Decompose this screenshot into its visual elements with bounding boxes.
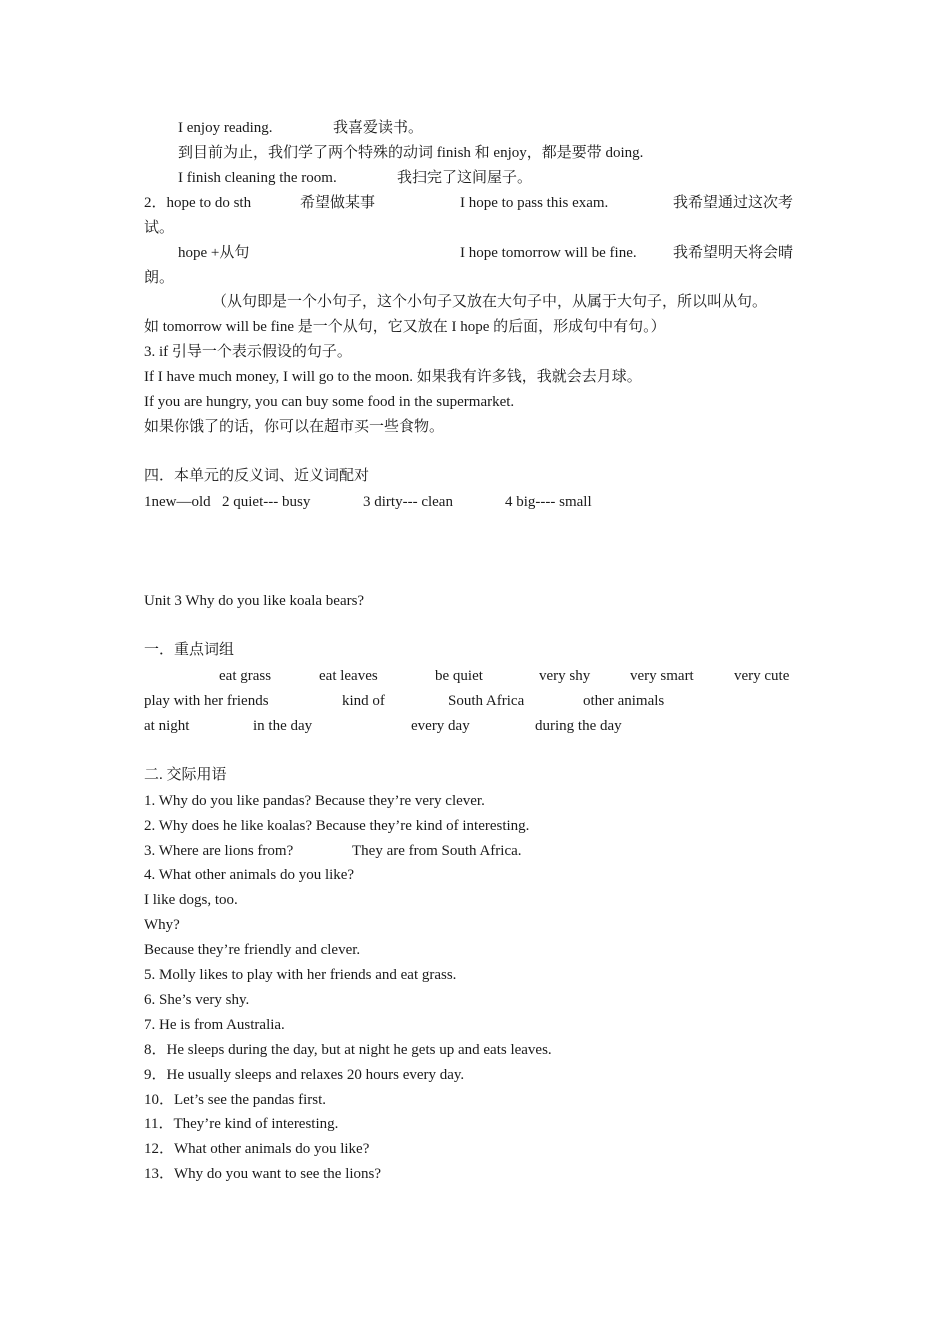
hope-clause-example-en: I hope tomorrow will be fine. [460, 245, 637, 261]
if-example-1: If I have much money, I will go to the moon. 如果我有许多钱，我就会去月球。 [144, 369, 642, 385]
dialogue-line: 7. He is from Australia. [144, 1017, 285, 1033]
phrase-item: at night [144, 718, 190, 734]
hope-to-do-example-zh: 我希望通过这次考 [673, 195, 794, 211]
pair-item: 3 dirty--- clean [363, 494, 453, 510]
clause-note-cont: 如 tomorrow will be fine 是一个从句，它又放在 I hope 的后面，形成句中有句。） [144, 319, 666, 335]
pair-item: 4 big---- small [505, 494, 592, 510]
unit3-title: Unit 3 Why do you like koala bears? [144, 593, 365, 609]
hope-clause-example-zh: 我希望明天将会晴 [673, 245, 794, 261]
phrase-item: kind of [342, 693, 385, 709]
if-example-2-zh: 如果你饿了的话，你可以在超市买一些食物。 [144, 419, 445, 435]
dialogue-line: 5. Molly likes to play with her friends and eat grass. [144, 967, 457, 983]
phrase-item: be quiet [435, 668, 483, 684]
dialogue-line: I like dogs, too. [144, 892, 238, 908]
enjoy-example-zh: 我喜爱读书。 [333, 120, 424, 136]
phrase-item: other animals [583, 693, 665, 709]
pair-item: 1new—old [144, 494, 211, 510]
hope-clause-label: hope +从句 [178, 245, 250, 261]
dialogue-line: 4. What other animals do you like? [144, 867, 355, 883]
pair-item: 2 quiet--- busy [222, 494, 311, 510]
hope-to-do-example-zh-cont: 试。 [144, 220, 175, 236]
phrase-item: during the day [535, 718, 622, 734]
dialogue-line: 10．Let’s see the pandas first. [144, 1092, 327, 1108]
hope-clause-example-zh-cont: 朗。 [144, 270, 175, 286]
phrase-item: very shy [539, 668, 591, 684]
if-example-2: If you are hungry, you can buy some food in the supermarket. [144, 394, 515, 410]
finish-enjoy-note: 到目前为止，我们学了两个特殊的动词 finish 和 enjoy，都是要带 doing. [178, 145, 644, 161]
dialogue-answer: They are from South Africa. [352, 843, 522, 859]
dialogue-line: Because they’re friendly and clever. [144, 942, 361, 958]
phrase-item: eat grass [219, 668, 272, 684]
section1-title: 一．重点词组 [144, 642, 235, 658]
dialogue-line: Why? [144, 917, 180, 933]
finish-example-zh: 我扫完了这间屋子。 [397, 170, 533, 186]
hope-to-do-label: 2．hope to do sth [144, 195, 252, 211]
dialogue-line: 11．They’re kind of interesting. [144, 1116, 339, 1132]
finish-example-en: I finish cleaning the room. [178, 170, 337, 186]
dialogue-line: 12．What other animals do you like? [144, 1141, 370, 1157]
clause-note: （从句即是一个小句子，这个小句子又放在大句子中，从属于大句子，所以叫从句。 [212, 294, 768, 310]
hope-to-do-meaning: 希望做某事 [300, 195, 376, 211]
phrase-item: very smart [630, 668, 694, 684]
if-heading: 3. if 引导一个表示假设的句子。 [144, 344, 352, 360]
hope-to-do-example-en: I hope to pass this exam. [460, 195, 609, 211]
enjoy-example-en: I enjoy reading. [178, 120, 273, 136]
phrase-item: play with her friends [144, 693, 269, 709]
dialogue-question: 3. Where are lions from? [144, 843, 294, 859]
phrase-item: every day [411, 718, 470, 734]
dialogue-line: 8．He sleeps during the day, but at night he gets up and eats leaves. [144, 1042, 552, 1058]
phrase-item: eat leaves [319, 668, 378, 684]
section2-title: 二. 交际用语 [144, 767, 227, 783]
phrase-item: very cute [734, 668, 790, 684]
phrase-item: in the day [253, 718, 313, 734]
dialogue-line: 13．Why do you want to see the lions? [144, 1166, 382, 1182]
dialogue-line: 9．He usually sleeps and relaxes 20 hours every day. [144, 1067, 465, 1083]
phrase-item: South Africa [448, 693, 525, 709]
dialogue-line: 2. Why does he like koalas? Because they’re kind of interesting. [144, 818, 530, 834]
dialogue-line: 1. Why do you like pandas? Because they’re very clever. [144, 793, 485, 809]
section4-title: 四．本单元的反义词、近义词配对 [144, 468, 370, 484]
dialogue-line: 6. She’s very shy. [144, 992, 250, 1008]
